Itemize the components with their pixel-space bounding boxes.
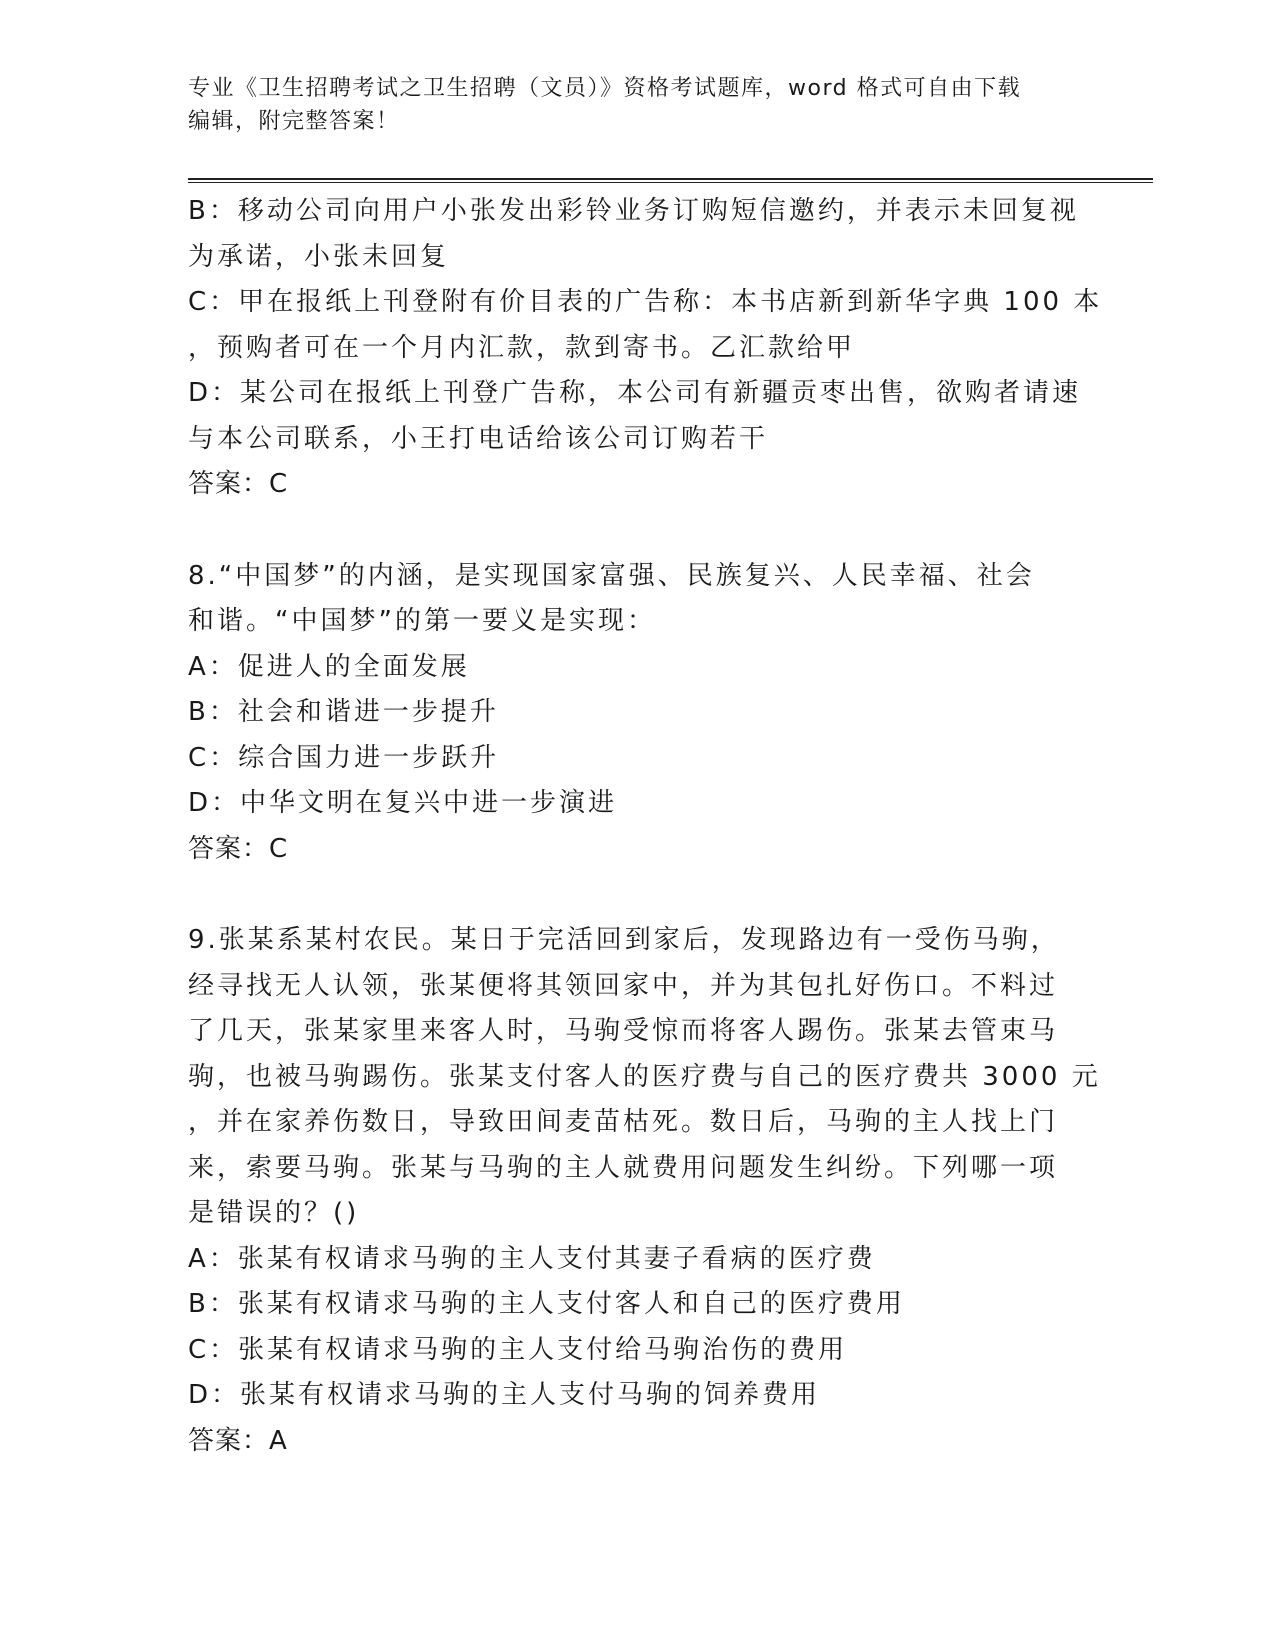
- answer-line: 答案：C: [188, 833, 289, 864]
- answer-line: 答案：C: [188, 469, 289, 499]
- option-b-line-2: 为承诺，小张未回复: [188, 241, 450, 272]
- question-7-tail: [188, 189, 1103, 508]
- option-c: C：张某有权请求马驹的主人支付给马驹治伤的费用: [188, 1334, 848, 1365]
- answer-line: 答案：A: [188, 1425, 288, 1456]
- question-stem-line-7: 是错误的？(): [188, 1198, 360, 1228]
- question-stem-line-1: 9.张某系某村农民。某日于完活回到家后，发现路边有一受伤马驹，: [188, 925, 1060, 955]
- option-b: B：社会和谐进一步提升: [188, 697, 499, 727]
- option-a: A：张某有权请求马驹的主人支付其妻子看病的医疗费: [188, 1243, 876, 1274]
- option-c: C：综合国力进一步跃升: [188, 742, 500, 773]
- option-d: D：中华文明在复兴中进一步演进: [188, 788, 618, 818]
- question-stem-line-5: ，并在家养伤数日，导致田间麦苗枯死。数日后，马驹的主人找上门: [188, 1107, 1059, 1137]
- option-b-line-1: B：移动公司向用户小张发出彩铃业务订购短信邀约，并表示未回复视: [188, 196, 1079, 226]
- option-b: B：张某有权请求马驹的主人支付客人和自己的医疗费用: [188, 1289, 905, 1319]
- question-stem-line-2: 经寻找无人认领，张某便将其领回家中，并为其包扎好伤口。不料过: [188, 970, 1059, 1001]
- question-stem-line-4: 驹，也被马驹踢伤。张某支付客人的医疗费与自己的医疗费共 3000 元: [188, 1061, 1101, 1092]
- option-d-line-1: D：某公司在报纸上刊登广告称，本公司有新疆贡枣出售，欲购者请速: [188, 378, 1082, 408]
- question-9: [188, 918, 1101, 1464]
- spacer: [188, 872, 1088, 918]
- document-header: [188, 72, 1088, 138]
- option-c-line-2: ，预购者可在一个月内汇款，款到寄书。乙汇款给甲: [188, 332, 856, 363]
- question-8: [188, 554, 1088, 873]
- header-line-1: 专业《卫生招聘考试之卫生招聘（文员）》资格考试题库，word 格式可自由下载: [188, 76, 1022, 101]
- option-d: D：张某有权请求马驹的主人支付马驹的饲养费用: [188, 1380, 821, 1410]
- question-stem-line-6: 来，索要马驹。张某与马驹的主人就费用问题发生纠纷。下列哪一项: [188, 1152, 1059, 1183]
- question-stem-line-3: 了几天，张某家里来客人时，马驹受惊而将客人踢伤。张某去管束马: [188, 1016, 1059, 1046]
- question-stem-line-2: 和谐。“中国梦”的第一要义是实现：: [188, 606, 656, 636]
- option-a: A：促进人的全面发展: [188, 651, 470, 682]
- option-c-line-1: C：甲在报纸上刊登附有价目表的广告称：本书店新到新华字典 100 本: [188, 287, 1103, 317]
- header-line-2: 编辑，附完整答案！: [188, 109, 400, 134]
- header-divider: [188, 178, 1153, 183]
- document-body: [188, 189, 1103, 1464]
- spacer: [188, 508, 1088, 554]
- option-d-line-2: 与本公司联系，小王打电话给该公司订购若干: [188, 423, 769, 454]
- question-stem-line-1: 8.“中国梦”的内涵，是实现国家富强、民族复兴、人民幸福、社会: [188, 560, 1035, 591]
